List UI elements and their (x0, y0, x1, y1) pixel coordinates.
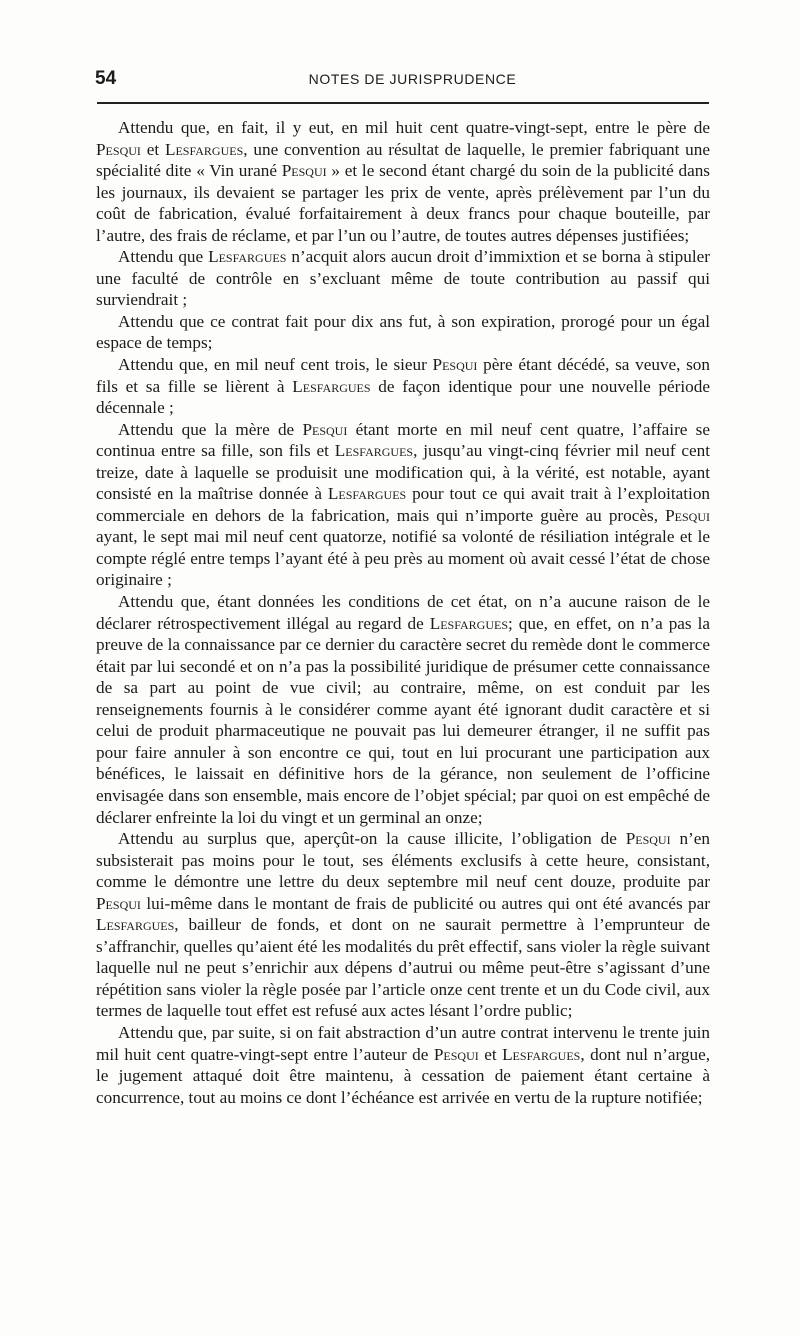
name-small-caps: Pesqui (96, 139, 141, 159)
text-run: ; que, en effet, on n’a pas la preuve de la connaissance par ce dernier du caractère secret du remède dont le commerce était par lui secondé et on n’a pas la possibilité juridique de présumer cette connaissance de sa part au point de vue civil; au contraire, même, on est conduit par les renseignements fournis à le considérer comme ayant été ignorant dudit caractère et si celui de produit pharmaceutique ne pouvait pas lui demeurer étranger, il ne suffit pas pour faire annuler à son encontre ce qui, tout en lui procurant une participation aux bénéfices, le laissait en définitive hors de la gérance, non seulement de l’officine envisagée dans son ensemble, mais encore de l’objet spécial; par quoi on est empêché de déclarer enfreinte la loi du vingt et un germinal an onze; (96, 613, 710, 827)
text-run: , bailleur de fonds, et dont on ne saurait permettre à l’emprunteur de s’affranchir, quelles qu’aient été les modalités du prêt effectif, sans violer la règle suivant laquelle nul ne peut s’enrichir aux dépens d’autrui ou même peut-être s’agissant d’une répétition sans violer la règle posée par l’article onze cent trente et un du Code civil, aux termes de laquelle tout effet est refusé aux actes lésant l’ordre public; (96, 915, 710, 1021)
text-run: Attendu que (118, 247, 209, 267)
name-small-caps: Lesfargues (327, 484, 407, 504)
paragraph (96, 591, 710, 828)
name-small-caps: Lesfargues (208, 247, 287, 267)
header-rule (97, 102, 709, 104)
text-run: de façon identique pour une nouvelle période décennale ; (96, 376, 710, 418)
name-small-caps: Lesfargues (502, 1044, 581, 1064)
name-small-caps: Lesfargues (292, 376, 371, 396)
name-small-caps: Pesqui (665, 505, 710, 525)
name-small-caps: Pesqui (432, 355, 478, 375)
paragraph (96, 419, 710, 591)
text-run: , dont nul n’argue, le jugement attaqué doit être maintenu, à cessation de paiement étant certaine à concurrence, tout au moins ce dont l’échéance est arrivée en vertu de la rupture notifiée; (96, 1044, 710, 1107)
text-run: Attendu que la mère de (118, 419, 303, 439)
text-run: étant morte en mil neuf cent quatre, l’affaire se continua entre sa fille, son fils et (96, 419, 710, 461)
name-small-caps: Pesqui (302, 419, 348, 439)
text-run: , une convention au résultat de laquelle, le premier fabriquant une spécialité dite « Vin urané (96, 139, 711, 181)
text-run: Attendu que, en mil neuf cent trois, le sieur (118, 355, 433, 375)
text-run: et (140, 139, 165, 159)
text-run: lui-même dans le montant de frais de publicité ou autres qui ont été avancés par (140, 893, 710, 913)
name-small-caps: Pesqui (433, 1044, 479, 1064)
paragraph (96, 354, 710, 419)
text-run: père étant décédé, sa veuve, son fils et sa fille se lièrent à (96, 355, 710, 396)
paragraph (96, 1022, 710, 1108)
paragraph (96, 246, 710, 311)
name-small-caps: Lesfargues (429, 613, 509, 633)
text-run: Attendu que, étant données les conditions de cet état, on n’a aucune raison de le déclarer rétrospectivement illégal au regard de (96, 592, 710, 633)
text-run: Attendu que, en fait, il y eut, en mil huit cent quatre-vingt-sept, entre le père de (118, 118, 710, 137)
text-run: Attendu que ce contrat fait pour dix ans fut, à son expiration, prorogé pour un égal espace de temps; (96, 311, 710, 353)
text-run: pour tout ce qui avait trait à l’exploitation commerciale en dehors de la fabrication, mais qui n’importe guère au procès, (96, 484, 711, 525)
paragraph (96, 311, 710, 354)
name-small-caps: Pesqui (96, 893, 141, 913)
text-run: n’acquit alors aucun droit d’immixtion et se borna à stipuler une faculté de contrôle en s’excluant même de toute contribution au passif qui surviendrait ; (96, 247, 710, 310)
body-text (96, 117, 710, 1108)
name-small-caps: Lesfargues (334, 441, 414, 461)
text-run: et (478, 1044, 503, 1064)
text-run: Attendu au surplus que, aperçût-on la cause illicite, l’obligation de (118, 829, 626, 849)
paragraph (96, 828, 710, 1022)
page-header (95, 64, 708, 98)
name-small-caps: Pesqui (625, 829, 671, 849)
text-run: Attendu que, par suite, si on fait abstraction d’un autre contrat intervenu le trente juin mil huit cent quatre-vingt-sept entre l’auteur de (96, 1022, 710, 1064)
text-run: n’en subsisterait pas moins pour le tout, ses éléments exclusifs à cette heure, consistant, comme le démontre une lettre du deux septembre mil neuf cent douze, produite par (96, 829, 710, 892)
name-small-caps: Lesfargues (164, 139, 244, 159)
text-run: » et le second étant chargé du soin de la publicité dans les journaux, ils devaient se partager les prix de vente, après prélèvement par l’un du coût de fabrication, évalué forfaitairement à deux francs pour chaque bouteille, par l’autre, des frais de réclame, et par l’un ou l’autre, de toutes autres dépenses justifiées; (96, 161, 710, 245)
text-run: ayant, le sept mai mil neuf cent quatorze, notifié sa volonté de résiliation intégrale et le compte réglé entre temps l’ayant été à peu près au moment où avait cessé l’état de chose originaire ; (96, 527, 710, 590)
running-title: NOTES DE JURISPRUDENCE (308, 71, 517, 87)
paragraph (96, 117, 710, 246)
page-number: 54 (95, 68, 117, 89)
name-small-caps: Pesqui (281, 161, 327, 181)
name-small-caps: Lesfargues (96, 915, 175, 935)
text-run: , jusqu’au vingt-cinq février mil neuf cent treize, date à laquelle se produisit une modification qui, à la vérité, est notable, ayant consisté en la maîtrise donnée à (96, 441, 710, 504)
